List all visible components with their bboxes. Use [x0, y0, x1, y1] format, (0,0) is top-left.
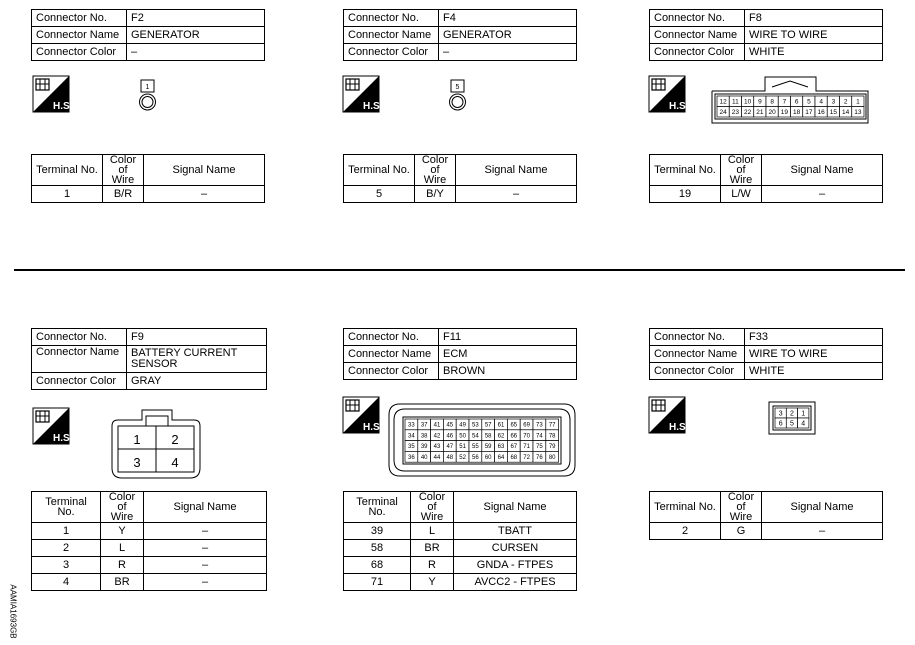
pin-label: 1: [133, 432, 141, 447]
value-connector-name: WIRE TO WIRE: [745, 346, 883, 363]
pin-label: 45: [446, 422, 454, 429]
pin-label: 50: [459, 433, 466, 440]
value-connector-no: F33: [745, 329, 883, 346]
cell-signal: –: [456, 186, 577, 203]
cell-terminal: 3: [32, 557, 101, 574]
table-row: [32, 523, 267, 540]
table-row: [32, 557, 267, 574]
pin-label: 46: [446, 433, 454, 440]
header-signal-name: Signal Name: [456, 155, 577, 186]
cell-signal: –: [144, 540, 267, 557]
header-signal-name: Signal Name: [762, 155, 883, 186]
table-row: [32, 540, 267, 557]
label-connector-name: Connector Name: [650, 27, 745, 44]
pin-label: 4: [171, 455, 179, 470]
pin-label: 2: [171, 432, 179, 447]
label-connector-color: Connector Color: [32, 373, 127, 390]
cell-signal: –: [144, 574, 267, 591]
pin-label: 52: [459, 454, 466, 461]
pin-label: 6: [794, 98, 799, 106]
value-connector-no: F11: [439, 329, 577, 346]
pin-label: 70: [523, 433, 530, 440]
pin-label: 78: [548, 433, 556, 440]
cell-terminal: 1: [32, 186, 103, 203]
cell-signal: –: [762, 186, 883, 203]
connector-info-f33: [649, 328, 883, 380]
pin-label: 80: [548, 454, 556, 461]
cell-wire-color: Y: [101, 523, 144, 540]
header-color-of-wire: Color of Wire: [103, 155, 144, 186]
value-connector-no: F2: [127, 10, 265, 27]
value-connector-name: ECM: [439, 346, 577, 363]
cell-wire-color: Y: [411, 574, 454, 591]
connector-face-f2: [138, 79, 160, 113]
hs-harness-side-icon: [33, 76, 73, 112]
table-row: [344, 557, 577, 574]
label-connector-color: Connector Color: [344, 44, 439, 61]
pin-label: 2: [843, 98, 848, 106]
value-connector-no: F9: [127, 329, 267, 346]
cell-wire-color: L: [101, 540, 144, 557]
hs-label: H.S.: [363, 101, 383, 112]
terminal-table-f33: [649, 491, 883, 540]
pin-label: 6: [778, 420, 783, 428]
cell-terminal: 19: [650, 186, 721, 203]
table-row: [650, 523, 883, 540]
connector-info-f4: [343, 9, 577, 61]
pin-label: 77: [548, 422, 556, 429]
pin-label: 53: [472, 422, 479, 429]
label-connector-no: Connector No.: [32, 10, 127, 27]
pin-label: 37: [420, 422, 428, 429]
header-color-of-wire: Color of Wire: [411, 492, 454, 523]
header-color-of-wire: Color of Wire: [101, 492, 144, 523]
pin-label: 62: [497, 433, 505, 440]
pin-label: 13: [854, 109, 862, 117]
cell-wire-color: L/W: [721, 186, 762, 203]
terminal-table-f4: [343, 154, 577, 203]
header-color-of-wire: Color of Wire: [415, 155, 456, 186]
header-signal-name: Signal Name: [454, 492, 577, 523]
cell-wire-color: BR: [411, 540, 454, 557]
pin-label: 58: [484, 433, 492, 440]
label-connector-color: Connector Color: [32, 44, 127, 61]
cell-signal: TBATT: [454, 523, 577, 540]
pin-label: 56: [472, 454, 479, 461]
label-connector-name: Connector Name: [32, 346, 127, 373]
hs-harness-side-icon: [343, 397, 383, 433]
connector-face-f4: [448, 79, 470, 113]
pin-label: 49: [459, 422, 466, 429]
header-terminal-no: Terminal No.: [344, 155, 415, 186]
pin-label: 69: [523, 422, 530, 429]
cell-signal: –: [144, 186, 265, 203]
pin-label: 38: [420, 433, 428, 440]
diagram-code: AAMIA1693GB: [8, 584, 18, 639]
connector-info-f9: [31, 328, 267, 390]
pin-label: 48: [446, 454, 454, 461]
pin-label: 59: [484, 444, 492, 451]
pin-label: 17: [805, 109, 813, 117]
value-connector-color: –: [127, 44, 265, 61]
pin-label: 1: [856, 98, 860, 106]
pin-label: 1: [801, 410, 806, 418]
header-signal-name: Signal Name: [144, 492, 267, 523]
connector-face-f33: [768, 401, 816, 435]
section-divider: [14, 269, 905, 271]
pin-label: 18: [793, 109, 801, 117]
value-connector-color: WHITE: [745, 363, 883, 380]
pin-label: 43: [433, 444, 441, 451]
value-connector-color: WHITE: [745, 44, 883, 61]
cell-terminal: 68: [344, 557, 411, 574]
table-row: [344, 523, 577, 540]
pin-label: 1: [145, 84, 150, 91]
pin-label: 67: [510, 444, 518, 451]
pin-label: 24: [719, 109, 727, 117]
pin-label: 7: [782, 98, 787, 106]
pin-label: 65: [510, 422, 518, 429]
pin-label: 73: [536, 422, 543, 429]
label-connector-name: Connector Name: [344, 346, 439, 363]
hs-label: H.S.: [53, 433, 73, 444]
hs-harness-side-icon: [649, 76, 689, 112]
pin-label: 10: [744, 98, 752, 106]
pin-label: 40: [420, 454, 428, 461]
pin-label: 21: [756, 109, 764, 117]
pin-label: 60: [484, 454, 492, 461]
pin-label: 76: [536, 454, 543, 461]
pin-label: 72: [523, 454, 530, 461]
pin-label: 51: [459, 444, 466, 451]
pin-label: 11: [732, 98, 739, 106]
value-connector-color: BROWN: [439, 363, 577, 380]
pin-label: 66: [510, 433, 518, 440]
pin-label: 39: [420, 444, 428, 451]
terminal-table-f11: [343, 491, 577, 591]
header-terminal-no: Terminal No.: [32, 492, 101, 523]
pin-label: 4: [819, 98, 823, 106]
cell-terminal: 39: [344, 523, 411, 540]
header-signal-name: Signal Name: [762, 492, 883, 523]
header-terminal-no: Terminal No.: [344, 492, 411, 523]
pin-label: 9: [758, 98, 762, 106]
connector-face-f9: [108, 406, 204, 482]
header-terminal-no: Terminal No.: [32, 155, 103, 186]
pin-label: 36: [408, 454, 415, 461]
pin-label: 2: [789, 410, 794, 418]
header-color-of-wire: Color of Wire: [721, 492, 762, 523]
pin-label: 33: [408, 422, 415, 429]
cell-terminal: 5: [344, 186, 415, 203]
pin-label: 14: [842, 109, 850, 117]
pin-label: 5: [789, 420, 794, 428]
cell-terminal: 4: [32, 574, 101, 591]
cell-terminal: 2: [650, 523, 721, 540]
header-signal-name: Signal Name: [144, 155, 265, 186]
pin-label: 47: [446, 444, 454, 451]
table-row: [344, 540, 577, 557]
cell-terminal: 2: [32, 540, 101, 557]
value-connector-name: GENERATOR: [439, 27, 577, 44]
pin-label: 20: [768, 109, 776, 117]
cell-wire-color: B/Y: [415, 186, 456, 203]
terminal-table-f8: [649, 154, 883, 203]
connector-face-f8: [710, 75, 870, 125]
cell-wire-color: R: [411, 557, 454, 574]
hs-label: H.S.: [669, 101, 689, 112]
connector-face-f11: [386, 401, 578, 479]
pin-label: 35: [408, 444, 415, 451]
label-connector-no: Connector No.: [650, 329, 745, 346]
hs-harness-side-icon: [33, 408, 73, 444]
pin-label: 5: [807, 98, 811, 106]
pin-label: 55: [472, 444, 479, 451]
terminal-table-f2: [31, 154, 265, 203]
value-connector-no: F8: [745, 10, 883, 27]
label-connector-no: Connector No.: [650, 10, 745, 27]
cell-wire-color: G: [721, 523, 762, 540]
pin-label: 3: [778, 410, 783, 418]
label-connector-name: Connector Name: [650, 346, 745, 363]
cell-wire-color: L: [411, 523, 454, 540]
cell-wire-color: R: [101, 557, 144, 574]
cell-terminal: 58: [344, 540, 411, 557]
pin-label: 68: [510, 454, 518, 461]
pin-label: 57: [484, 422, 492, 429]
pin-label: 3: [831, 98, 836, 106]
connector-info-f8: [649, 9, 883, 61]
table-row: [344, 186, 577, 203]
pin-label: 64: [497, 454, 505, 461]
value-connector-no: F4: [439, 10, 577, 27]
pin-label: 42: [433, 433, 441, 440]
label-connector-color: Connector Color: [650, 44, 745, 61]
cell-terminal: 1: [32, 523, 101, 540]
value-connector-name: GENERATOR: [127, 27, 265, 44]
pin-label: 15: [829, 109, 837, 117]
cell-signal: CURSEN: [454, 540, 577, 557]
table-row: [32, 186, 265, 203]
pin-label: 16: [817, 109, 825, 117]
pin-label: 8: [770, 98, 774, 106]
label-connector-no: Connector No.: [344, 329, 439, 346]
connector-info-f11: [343, 328, 577, 380]
cell-wire-color: B/R: [103, 186, 144, 203]
cell-terminal: 71: [344, 574, 411, 591]
table-row: [32, 574, 267, 591]
hs-label: H.S.: [363, 422, 383, 433]
value-connector-color: –: [439, 44, 577, 61]
cell-signal: AVCC2 - FTPES: [454, 574, 577, 591]
label-connector-no: Connector No.: [344, 10, 439, 27]
hs-harness-side-icon: [343, 76, 383, 112]
label-connector-color: Connector Color: [344, 363, 439, 380]
pin-label: 75: [536, 444, 543, 451]
label-connector-name: Connector Name: [32, 27, 127, 44]
pin-label: 12: [719, 98, 727, 106]
hs-harness-side-icon: [649, 397, 689, 433]
label-connector-no: Connector No.: [32, 329, 127, 346]
pin-label: 23: [731, 109, 739, 117]
label-connector-color: Connector Color: [650, 363, 745, 380]
table-row: [650, 186, 883, 203]
pin-label: 74: [536, 433, 543, 440]
table-row: [344, 574, 577, 591]
pin-label: 71: [523, 444, 530, 451]
terminal-table-f9: [31, 491, 267, 591]
cell-wire-color: BR: [101, 574, 144, 591]
pin-label: 3: [133, 455, 141, 470]
cell-signal: –: [762, 523, 883, 540]
cell-signal: GNDA - FTPES: [454, 557, 577, 574]
hs-label: H.S.: [53, 101, 73, 112]
pin-label: 61: [497, 422, 505, 429]
cell-signal: –: [144, 523, 267, 540]
pin-label: 34: [408, 433, 415, 440]
pin-label: 44: [433, 454, 441, 461]
pin-label: 4: [801, 420, 806, 428]
value-connector-name: WIRE TO WIRE: [745, 27, 883, 44]
cell-signal: –: [144, 557, 267, 574]
value-connector-color: GRAY: [127, 373, 267, 390]
pin-label: 22: [744, 109, 752, 117]
label-connector-name: Connector Name: [344, 27, 439, 44]
pin-label: 19: [780, 109, 788, 117]
pin-label: 79: [548, 444, 556, 451]
pin-label: 5: [455, 84, 460, 91]
hs-label: H.S.: [669, 422, 689, 433]
value-connector-name: BATTERY CURRENT SENSOR: [127, 346, 267, 373]
connector-info-f2: [31, 9, 265, 61]
header-terminal-no: Terminal No.: [650, 492, 721, 523]
header-terminal-no: Terminal No.: [650, 155, 721, 186]
header-color-of-wire: Color of Wire: [721, 155, 762, 186]
pin-label: 63: [497, 444, 505, 451]
pin-label: 41: [433, 422, 441, 429]
pin-label: 54: [472, 433, 479, 440]
